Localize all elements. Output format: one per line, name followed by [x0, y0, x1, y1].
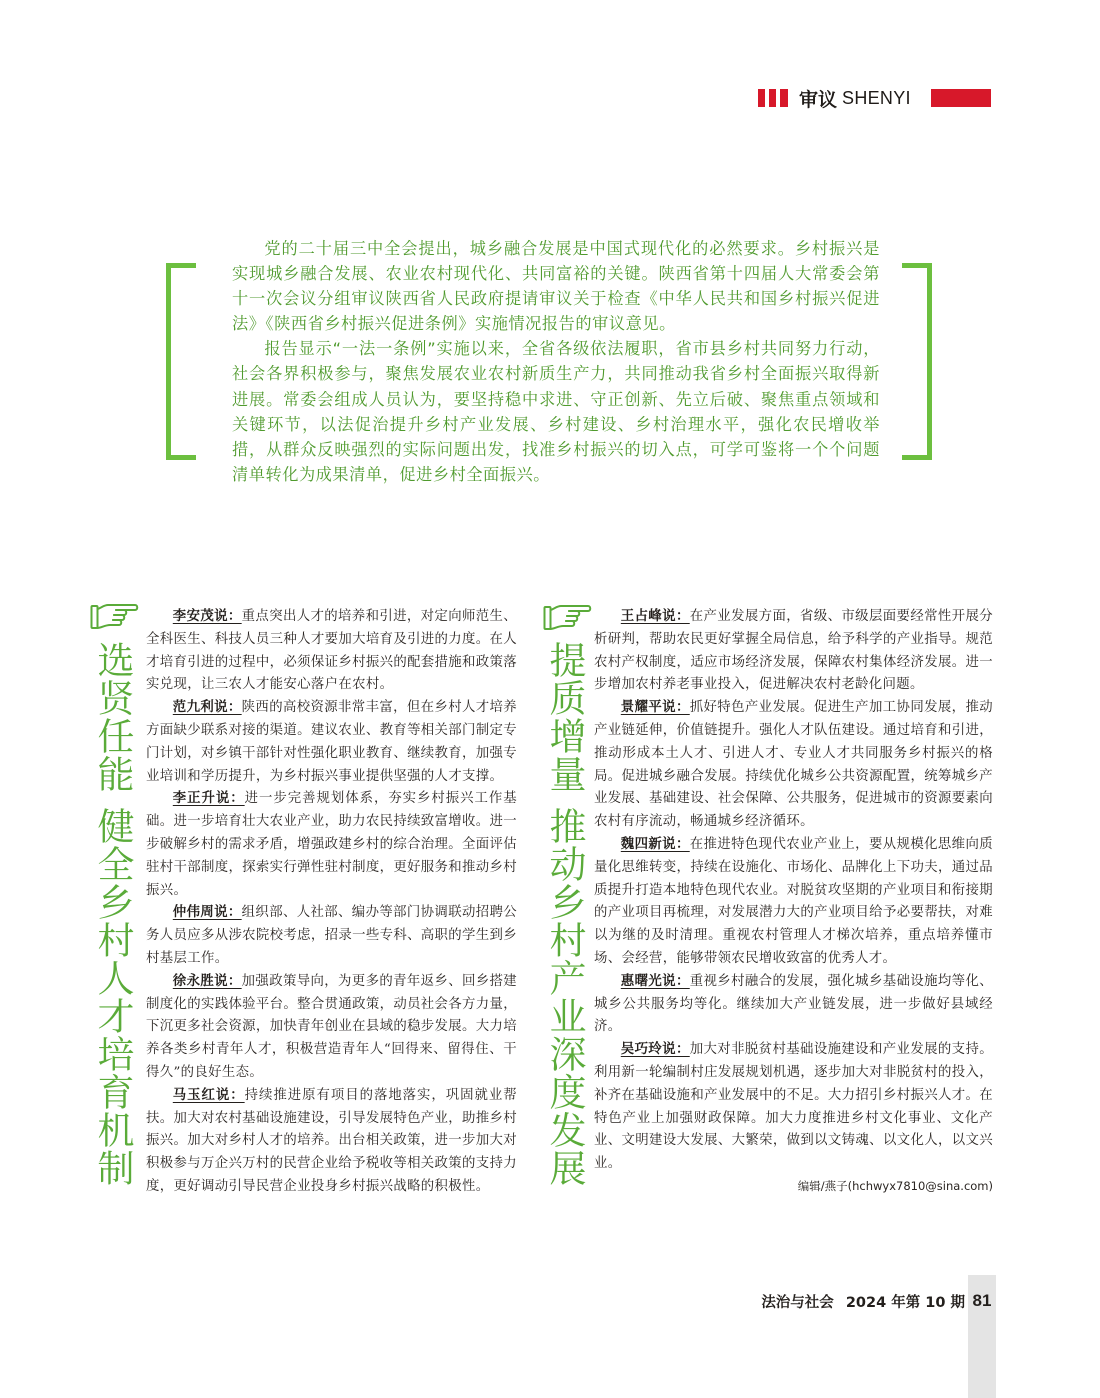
opinion-paragraph: [146, 606, 517, 697]
intro-paragraph: 党的二十届三中全会提出，城乡融合发展是中国式现代化的必然要求。乡村振兴是实现城乡融合发展、农业农村现代化、共同富裕的关键。陕西省第十四届人大常委会第十一次会议分组审议陕西省人民政府提请审议关于检查《中华人民共和国乡村振兴促进法》《陕西省乡村振兴促进条例》实施情况报告的审议意见。: [232, 239, 880, 334]
section-label: [799, 86, 911, 110]
opinion-paragraph: [594, 1039, 993, 1176]
opinion-text: 在产业发展方面，省级、市级层面要经常性开展分析研判，帮助农民更好掌握全局信息，给予科学的产业指导。规范农村产权制度，适应市场经济发展，保障农村集体经济发展。进一步增加农村养老事业投入，促进解决农村老龄化问题。: [594, 609, 993, 693]
pointing-hand-icon: [543, 603, 593, 633]
right-heading-part1: 提质增量: [543, 641, 586, 793]
left-heading-part2: 健全乡村人才培育机制: [91, 807, 134, 1187]
opinion-paragraph: [594, 606, 993, 697]
publication-footer: [730, 1290, 965, 1312]
section-marker-bars: [758, 89, 788, 107]
right-column-heading: [542, 641, 586, 1187]
opinion-paragraph: [146, 971, 517, 1085]
opinion-paragraph: [146, 788, 517, 902]
intro-bracket-left: [166, 263, 196, 460]
speaker-name: 范九利说：: [172, 700, 242, 716]
opinion-text: 加大对非脱贫村基础设施建设和产业发展的支持。利用新一轮编制村庄发展规划机遇，逐步加大对非脱贫村的投入，补齐在基础设施和产业发展中的不足。大力招引乡村振兴人才。在特色产业上加强财政保障。加大力度推进乡村文化事业、文化产业、文明建设大发展、大繁荣，做到以文铸魂、以文化人，以文兴业。: [594, 1042, 993, 1172]
intro-block: [232, 236, 880, 487]
speaker-name: 李正升说：: [172, 791, 245, 807]
speaker-name: 吴巧玲说：: [620, 1042, 690, 1058]
section-accent-bar: [931, 89, 991, 107]
speaker-name: 魏四新说：: [620, 836, 690, 852]
left-article-column: [146, 606, 517, 1199]
opinion-text: 持续推进原有项目的落地落实，巩固就业帮扶。加大对农村基础设施建设，引导发展特色产业，助推乡村振兴。加大对乡村人才的培养。出台相关政策，进一步加大对积极参与万企兴万村的民营企业给予税收等相关政策的支持力度，更好调动引导民营企业投身乡村振兴战略的积极性。: [146, 1087, 517, 1194]
opinion-paragraph: [146, 697, 517, 788]
opinion-text: 抓好特色产业发展。促进生产加工协同发展，推动产业链延伸，价值链提升。强化人才队伍建设。通过培育和引进，推动形成本土人才、引进人才、专业人才共同服务乡村振兴的格局。促进城乡融合发展。持续优化城乡公共资源配置，统筹城乡产业发展、基础建设、社会保障、公共服务，促进城市的资源要素向农村有序流动，畅通城乡经济循环。: [594, 700, 993, 830]
opinion-paragraph: [594, 697, 993, 834]
editor-credit: 编辑/燕子(hchwyx7810@sina.com): [797, 1178, 993, 1193]
speaker-name: 王占峰说：: [620, 609, 690, 624]
opinion-paragraph: [594, 971, 993, 1039]
right-heading-part2: 推动乡村产业深度发展: [543, 807, 586, 1187]
speaker-name: 惠曙光说：: [620, 973, 690, 989]
opinion-paragraph: [594, 834, 993, 971]
speaker-name: 仲伟周说：: [172, 905, 242, 921]
speaker-name: 李安茂说：: [172, 609, 242, 624]
left-column-heading: [90, 641, 134, 1187]
speaker-name: 景耀平说：: [620, 700, 690, 716]
issue-label: 2024 年第 10 期: [845, 1294, 965, 1311]
publication-name: 法治与社会: [761, 1294, 834, 1311]
opinion-text: 重点突出人才的培养和引进，对定向师范生、全科医生、科技人员三种人才要加大培育及引进的力度。在人才培育引进的过程中，必须保证乡村振兴的配套措施和政策落实兑现，让三农人才能安心落户在农村。: [146, 609, 518, 693]
opinion-text: 陕西的高校资源非常丰富，但在乡村人才培养方面缺少联系对接的渠道。建议农业、教育等相关部门制定专门计划，对乡镇干部针对性强化职业教育、继续教育，加强专业培训和学历提升，为乡村振兴事业提供坚强的人才支撑。: [146, 700, 518, 784]
opinion-paragraph: [146, 902, 517, 970]
speaker-name: 马玉红说：: [172, 1087, 245, 1103]
right-article-column: [594, 606, 993, 1195]
pointing-hand-icon: [90, 602, 140, 632]
opinion-text: 重视乡村融合的发展，强化城乡基础设施均等化、城乡公共服务均等化。继续加大产业链发展，进一步做好县域经济。: [594, 973, 993, 1035]
section-label-cn: 审议: [799, 88, 838, 111]
opinion-text: 在推进特色现代农业产业上，要从规模化思维向质量化思维转变，持续在设施化、市场化、品牌化上下功夫，通过品质提升打造本地特色现代农业。对脱贫攻坚期的产业项目和衔接期的产业项目再梳理，对发展潜力大的产业项目给予必要帮扶，对难以为继的及时清理。重视农村管理人才梯次培养，重点培养懂市场、会经营，能够带领农民增收致富的优秀人才。: [594, 836, 993, 966]
opinion-text: 加强政策导向，为更多的青年返乡、回乡搭建制度化的实践体验平台。整合贯通政策，动员社会各方力量，下沉更多社会资源，加快青年创业在县域的稳步发展。大力培养各类乡村青年人才，积极营造青年人“回得来、留得住、干得久”的良好生态。: [146, 973, 518, 1080]
section-label-en: SHENYI: [842, 87, 911, 108]
left-heading-part1: 选贤任能: [91, 641, 134, 793]
page-number: 81: [972, 1291, 992, 1310]
speaker-name: 徐永胜说：: [172, 973, 242, 989]
intro-paragraph: 报告显示“一法一条例”实施以来，全省各级依法履职，省市县乡村共同努力行动，社会各界积极参与，聚焦发展农业农村新质生产力，共同推动我省乡村全面振兴取得新进展。常委会组成人员认为，要坚持稳中求进、守正创新、先立后破、聚焦重点领域和关键环节，以法促治提升乡村产业发展、乡村建设、乡村治理水平，强化农民增收举措，从群众反映强烈的实际问题出发，找准乡村振兴的切入点，可学可鉴将一个个问题清单转化为成果清单，促进乡村全面振兴。: [232, 339, 880, 484]
opinion-text: 组织部、人社部、编办等部门协调联动招聘公务人员应多从涉农院校考虑，招录一些专科、高职的学生到乡村基层工作。: [146, 905, 518, 966]
opinion-text: 进一步完善规划体系，夯实乡村振兴工作基础。进一步培育壮大农业产业，助力农民持续致富增收。进一步破解乡村的需求矛盾，增强政建乡村的综合治理。全面评估驻村干部制度，探索实行弹性驻村制度，更好服务和推动乡村振兴。: [146, 791, 517, 898]
opinion-paragraph: [146, 1085, 517, 1199]
intro-bracket-right: [902, 263, 932, 460]
